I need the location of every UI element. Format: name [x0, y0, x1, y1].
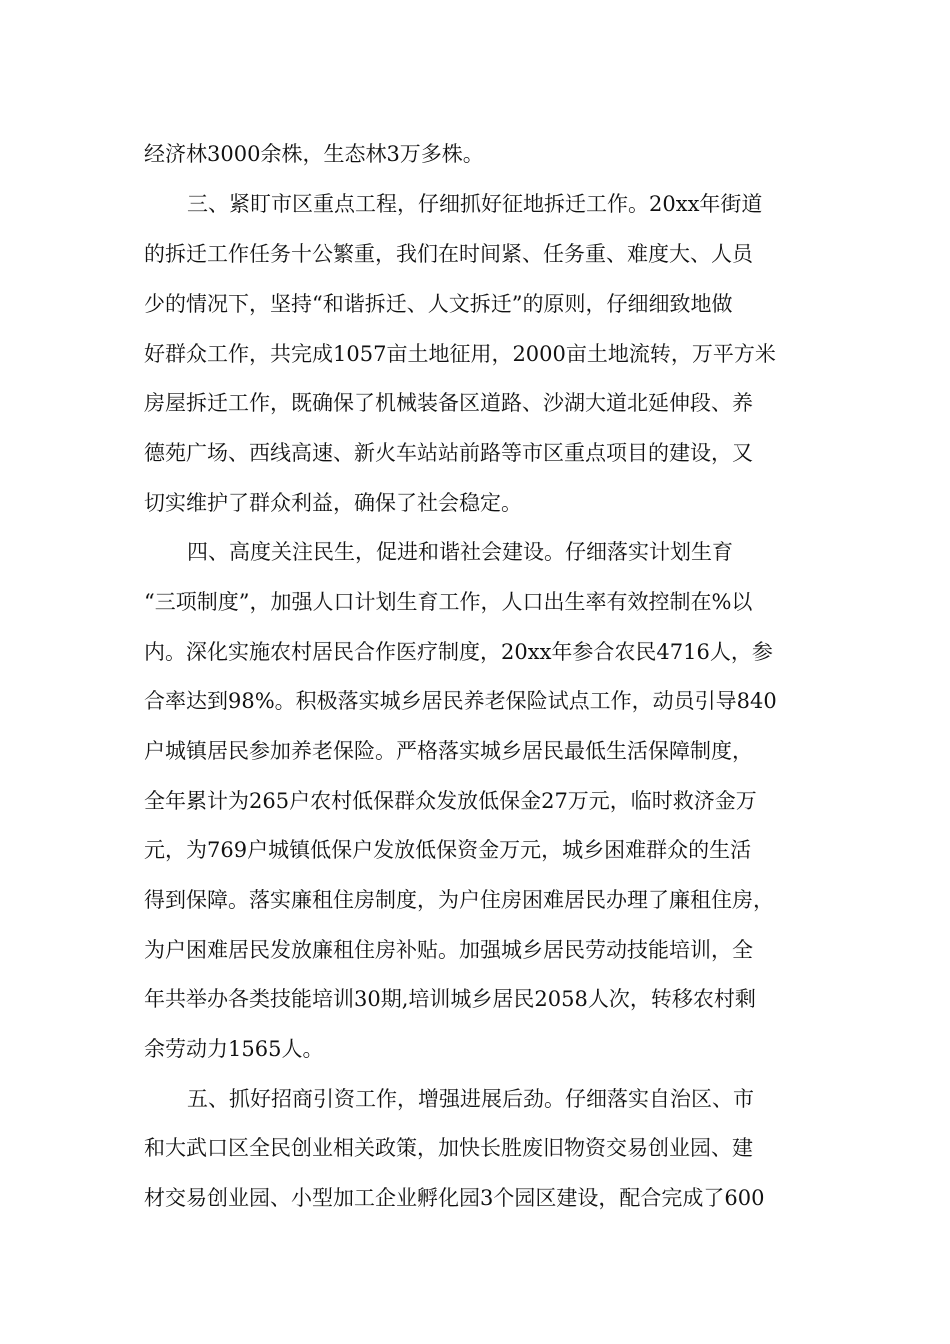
text-line	[0, 731, 950, 771]
text-line	[0, 1029, 950, 1069]
paragraph-heading-5	[0, 1079, 950, 1119]
line-text: “三项制度”，加强人口计划生育工作，人口出生率有效控制在%以	[144, 590, 753, 614]
text-line	[0, 383, 950, 423]
text-line	[0, 632, 950, 672]
text-line	[0, 781, 950, 821]
text-line	[0, 483, 950, 523]
text-line	[0, 433, 950, 473]
line-text: 材交易创业园、小型加工企业孵化园3个园区建设，配合完成了600	[144, 1186, 765, 1210]
paragraph-heading-4	[0, 532, 950, 572]
line-text: 房屋拆迁工作，既确保了机械装备区道路、沙湖大道北延伸段、养	[144, 391, 753, 415]
text-line	[0, 830, 950, 870]
line-text: 余劳动力1565人。	[144, 1037, 324, 1061]
text-line	[0, 134, 950, 174]
line-text: 为户困难居民发放廉租住房补贴。加强城乡居民劳动技能培训，全	[144, 938, 753, 962]
line-text: 德苑广场、西线高速、新火车站站前路等市区重点项目的建设，又	[144, 441, 753, 465]
text-line	[0, 1128, 950, 1168]
text-line	[0, 880, 950, 920]
line-text: 三、紧盯市区重点工程，仔细抓好征地拆迁工作。20xx年街道	[187, 192, 763, 216]
line-text: 内。深化实施农村居民合作医疗制度，20xx年参合农民4716人，参	[144, 640, 773, 664]
line-text: 切实维护了群众利益，确保了社会稳定。	[144, 491, 522, 515]
text-line	[0, 930, 950, 970]
line-text: 经济林3000余株，生态林3万多株。	[144, 142, 484, 166]
text-line	[0, 334, 950, 374]
line-text: 年共举办各类技能培训30期,培训城乡居民2058人次，转移农村剩	[144, 987, 756, 1011]
line-text: 元，为769户城镇低保户发放低保资金万元，城乡困难群众的生活	[144, 838, 752, 862]
line-text: 全年累计为265户农村低保群众发放低保金27万元，临时救济金万	[144, 789, 757, 813]
line-text: 得到保障。落实廉租住房制度，为户住房困难居民办理了廉租住房，	[144, 888, 774, 912]
line-text: 户城镇居民参加养老保险。严格落实城乡居民最低生活保障制度，	[144, 739, 753, 763]
text-line	[0, 1178, 950, 1218]
line-text: 四、高度关注民生，促进和谐社会建设。仔细落实计划生育	[187, 540, 733, 564]
line-text: 少的情况下，坚持“和谐拆迁、人文拆迁”的原则，仔细细致地做	[144, 292, 733, 316]
line-text: 的拆迁工作任务十公繁重，我们在时间紧、任务重、难度大、人员	[144, 242, 753, 266]
text-line	[0, 284, 950, 324]
line-text: 好群众工作，共完成1057亩土地征用，2000亩土地流转，万平方米	[144, 342, 776, 366]
text-line	[0, 582, 950, 622]
paragraph-heading-3	[0, 184, 950, 224]
line-text: 和大武口区全民创业相关政策，加快长胜废旧物资交易创业园、建	[144, 1136, 753, 1160]
text-line	[0, 234, 950, 274]
line-text: 合率达到98%。积极落实城乡居民养老保险试点工作，动员引导840	[144, 689, 777, 713]
text-line	[0, 681, 950, 721]
line-text: 五、抓好招商引资工作，增强进展后劲。仔细落实自治区、市	[187, 1087, 754, 1111]
text-line	[0, 979, 950, 1019]
